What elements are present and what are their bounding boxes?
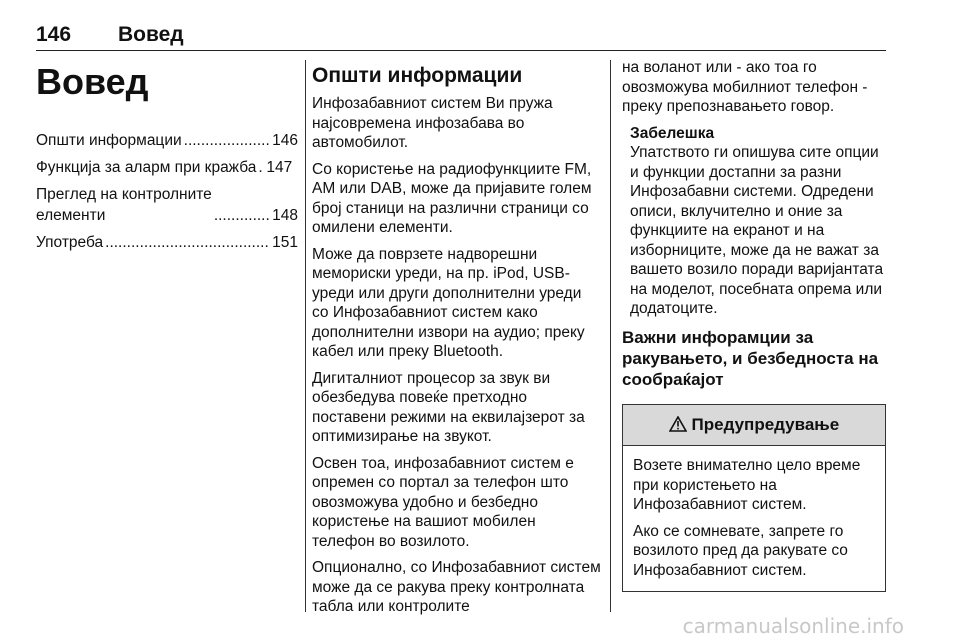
toc-entry[interactable]	[36, 184, 298, 226]
column-divider	[610, 60, 611, 612]
toc-entry-page: 151	[272, 233, 298, 251]
toc-leader	[184, 130, 270, 151]
note-text: Упатството ги опишува сите опции и функции достапни за разни Инфозабавни системи. Одредени описи, вклучително и оние за функциите на екранот и на изборниците, може да не важат за вашето возило поради варијантата на моделот, посебната опрема или додатоците.	[630, 144, 884, 317]
toc-leader	[258, 157, 264, 178]
toc-column	[36, 58, 298, 259]
body-paragraph: Со користење на радиофункциите FM, AM или DAB, може да пријавите голем број станици на различни страници со омилени елементи.	[312, 160, 592, 237]
body-paragraph: Може да поврзете надворешни мемориски уреди, на пр. iPod, USB-уреди или други дополнителни уреди со Инфозабавниот систем како дополнителни извори на аудио; преку кабел или преку Bluetooth.	[312, 245, 585, 361]
running-title: Вовед	[118, 23, 184, 46]
body-paragraph: Дигиталниот процесор за звук ви обезбедува повеќе претходно поставени режими на еквилајзерот за оптимизирање на звукот.	[312, 369, 585, 446]
warning-triangle-icon	[669, 416, 687, 432]
main-text-column	[312, 58, 602, 624]
warning-text: Ако се сомневате, запрете го возилото пред да ракувате со Инфозабавниот систем.	[633, 522, 848, 579]
section-heading: Важни инфорамции за ракувањето, и безбедноста на сообраќајот	[622, 327, 879, 389]
body-paragraph: Опционално, со Инфозабавниот систем може да се ракува преку контролната табла или контролите	[312, 559, 601, 616]
chapter-title: Вовед	[36, 61, 149, 102]
page-number: 146	[36, 23, 72, 46]
toc-entry[interactable]	[36, 232, 298, 253]
toc-leader	[105, 232, 270, 253]
warning-box	[622, 404, 886, 592]
toc-entry-label: Преглед на контролните елементи	[36, 185, 212, 224]
toc-entry-label: Општи информации	[36, 131, 182, 149]
warning-text: Возете внимателно цело време при користењето на Инфозабавниот систем.	[633, 457, 861, 514]
toc-entry-page: 147	[266, 158, 293, 176]
watermark: carmanualsonline.info	[682, 614, 904, 638]
toc-entry-page: 146	[272, 131, 298, 149]
note-title: Забелешка	[630, 124, 715, 142]
toc-leader	[214, 205, 270, 226]
toc-entry[interactable]	[36, 130, 298, 151]
warning-body	[623, 446, 885, 591]
toc-entry-label: Употреба	[36, 233, 104, 251]
toc-entry-page: 148	[272, 206, 298, 224]
warning-header	[623, 405, 885, 446]
body-paragraph-continued: на воланот или - ако тоа го овозможува мобилниот телефон - преку препознавањето говор.	[622, 59, 868, 115]
section-heading: Општи информации	[312, 64, 523, 87]
right-column	[622, 58, 886, 592]
body-paragraph: Инфозабавниот систем Ви пружа најсовремена инфозабава во автомобилот.	[312, 95, 553, 152]
warning-title: Предупредување	[691, 415, 840, 435]
toc-entry-label: Функција за аларм при кражба	[36, 158, 257, 176]
page-header	[36, 14, 886, 51]
body-paragraph: Освен тоа, инфозабавниот систем е опремен со портал за телефон што овозможува удобно и безбедно користење на вашиот мобилен телефон во возилото.	[312, 454, 574, 550]
column-divider	[305, 60, 306, 612]
toc-entry[interactable]	[36, 157, 298, 178]
note-block	[622, 124, 886, 319]
